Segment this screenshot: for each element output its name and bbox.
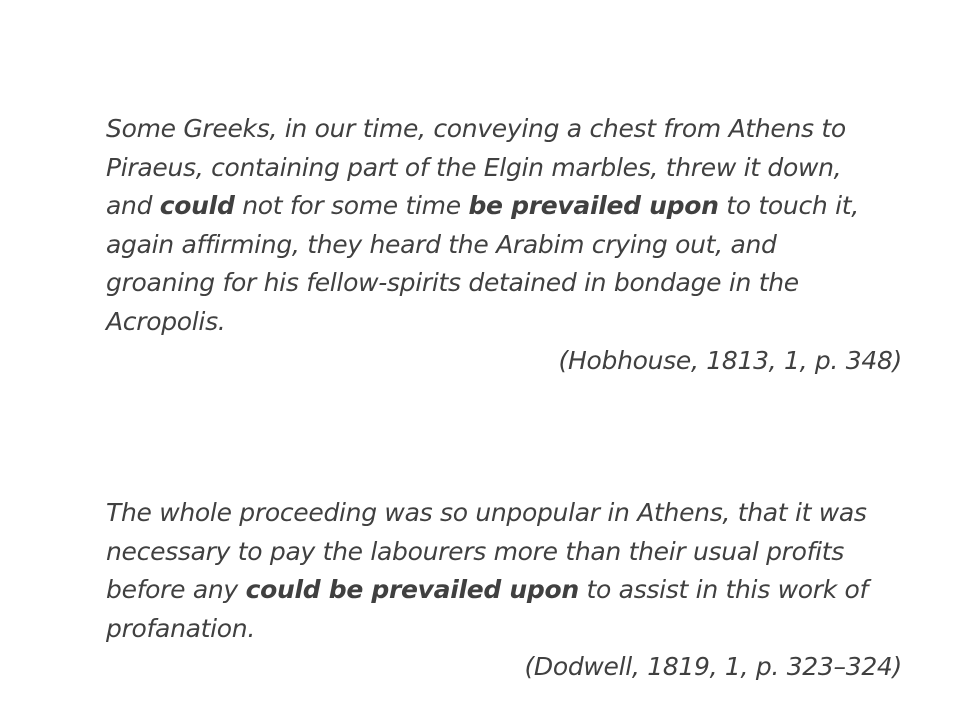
quote-line: Piraeus, containing part of the Elgin marbles, threw it down, bbox=[106, 152, 842, 182]
quote-line: necessary to pay the labourers more than their usual profits bbox=[106, 536, 845, 566]
quote-line: profanation. bbox=[106, 613, 255, 643]
emphasis: could bbox=[159, 191, 235, 221]
quote-line: and could not for some time be prevailed upon to touch it, bbox=[106, 191, 859, 221]
emphasis: be prevailed upon bbox=[468, 191, 719, 221]
quote-line: Some Greeks, in our time, conveying a chest from Athens to bbox=[106, 114, 846, 143]
emphasis: could be prevailed upon bbox=[245, 575, 579, 605]
quote-text bbox=[106, 110, 906, 342]
citation: (Dodwell, 1819, 1, p. 323–324) bbox=[524, 652, 902, 682]
quote-line: groaning for his fellow-spirits detained in bondage in the bbox=[106, 268, 799, 298]
quote-line: again affirming, they heard the Arabim crying out, and bbox=[106, 229, 777, 259]
quote-dodwell bbox=[106, 494, 906, 687]
quote-text bbox=[106, 494, 906, 648]
quote-line: The whole proceeding was so unpopular in Athens, that it was bbox=[106, 498, 867, 527]
citation: (Hobhouse, 1813, 1, p. 348) bbox=[558, 345, 902, 375]
quote-line: Acropolis. bbox=[106, 306, 226, 336]
quote-line: before any could be prevailed upon to assist in this work of bbox=[106, 575, 869, 605]
quote-hobhouse bbox=[106, 110, 906, 380]
